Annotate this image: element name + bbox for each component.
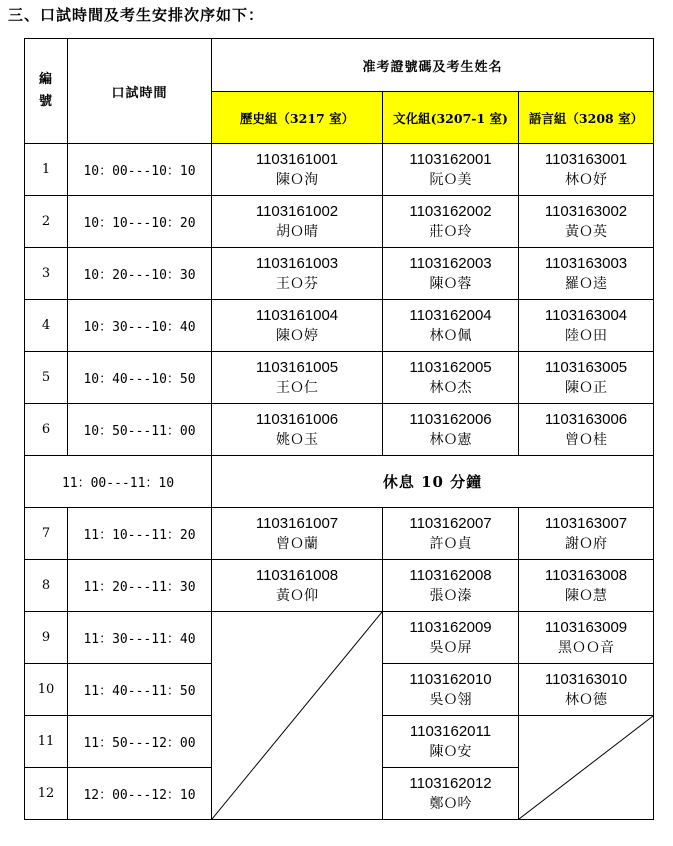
history-cell (212, 196, 383, 248)
table-row (25, 248, 654, 300)
history-empty-cell (212, 612, 383, 820)
history-cell (212, 404, 383, 456)
candidate-name: 陳Ｏ慧 (565, 587, 607, 604)
candidate-name: 黑ＯＯ音 (558, 639, 614, 656)
culture-cell (383, 508, 519, 560)
slot-time: 10：50---11：00 (68, 404, 212, 456)
header-group-culture: 文化組(3207-1 室) (383, 92, 519, 144)
row-number: 7 (25, 508, 68, 560)
culture-cell (383, 352, 519, 404)
candidate-name: 陳Ｏ安 (429, 743, 472, 760)
language-cell (519, 560, 654, 612)
candidate-name: 林Ｏ憲 (429, 431, 472, 448)
exam-number: 1103163010 (544, 670, 628, 688)
candidate-name: 曾Ｏ桂 (565, 431, 607, 448)
exam-number: 1103161002 (255, 202, 339, 220)
exam-number: 1103162004 (409, 306, 492, 324)
exam-number: 1103162010 (409, 670, 492, 688)
exam-number: 1103163006 (544, 410, 628, 428)
header-group-language: 語言組（3208 室） (519, 92, 654, 144)
culture-cell (383, 300, 519, 352)
candidate-name: 許Ｏ貞 (429, 535, 472, 552)
history-cell (212, 508, 383, 560)
exam-number: 1103163007 (544, 514, 628, 532)
culture-cell (383, 248, 519, 300)
table-row (25, 404, 654, 456)
slot-time: 11：40---11：50 (68, 664, 212, 716)
row-number: 5 (25, 352, 68, 404)
history-cell (212, 248, 383, 300)
candidate-name: 林Ｏ佩 (429, 327, 472, 344)
row-number: 6 (25, 404, 68, 456)
history-cell (212, 144, 383, 196)
header-time: 口試時間 (68, 39, 212, 144)
row-number: 9 (25, 612, 68, 664)
table-row (25, 144, 654, 196)
candidate-name: 吳Ｏ屏 (429, 639, 472, 656)
slot-time: 10：00---10：10 (68, 144, 212, 196)
table-row (25, 612, 654, 664)
history-cell (212, 352, 383, 404)
header-group-history: 歷史組（3217 室） (212, 92, 383, 144)
slot-time: 10：30---10：40 (68, 300, 212, 352)
table-row (25, 300, 654, 352)
exam-number: 1103162012 (409, 774, 492, 792)
exam-number: 1103162008 (409, 566, 492, 584)
row-number: 3 (25, 248, 68, 300)
schedule-table (24, 38, 654, 820)
candidate-name: 陳Ｏ正 (565, 379, 607, 396)
slot-time: 10：40---10：50 (68, 352, 212, 404)
table-row (25, 508, 654, 560)
language-cell (519, 508, 654, 560)
candidate-name: 陳Ｏ蓉 (429, 275, 472, 292)
culture-cell (383, 664, 519, 716)
candidate-name: 林Ｏ妤 (565, 171, 607, 188)
row-number: 8 (25, 560, 68, 612)
language-cell (519, 404, 654, 456)
break-label: 休息 10 分鐘 (212, 456, 654, 508)
exam-number: 1103163002 (544, 202, 628, 220)
culture-cell (383, 144, 519, 196)
culture-cell (383, 716, 519, 768)
candidate-name: 王Ｏ芬 (276, 275, 318, 292)
row-number: 11 (25, 716, 68, 768)
language-cell (519, 248, 654, 300)
candidate-name: 陳Ｏ婷 (276, 327, 318, 344)
culture-cell (383, 404, 519, 456)
exam-number: 1103162011 (409, 722, 492, 740)
language-cell (519, 352, 654, 404)
candidate-name: 王Ｏ仁 (276, 379, 318, 396)
candidate-name: 謝Ｏ府 (565, 535, 607, 552)
exam-number: 1103162009 (409, 618, 492, 636)
language-cell (519, 196, 654, 248)
history-cell (212, 560, 383, 612)
candidate-name: 阮Ｏ美 (429, 171, 472, 188)
table-row (25, 196, 654, 248)
exam-number: 1103163003 (544, 254, 628, 272)
table-row (25, 352, 654, 404)
candidate-name: 姚Ｏ玉 (276, 431, 318, 448)
culture-cell (383, 612, 519, 664)
exam-number: 1103162001 (409, 150, 492, 168)
candidate-name: 林Ｏ杰 (429, 379, 472, 396)
exam-number: 1103161005 (255, 358, 339, 376)
language-cell (519, 664, 654, 716)
language-cell (519, 612, 654, 664)
exam-number: 1103161003 (255, 254, 339, 272)
language-empty-cell (519, 716, 654, 820)
candidate-name: 張Ｏ溱 (429, 587, 472, 604)
candidate-name: 林Ｏ德 (565, 691, 607, 708)
exam-number: 1103163004 (544, 306, 628, 324)
section-heading: 三、口試時間及考生安排次序如下： (8, 6, 265, 24)
header-number: 編號 (25, 39, 68, 144)
culture-cell (383, 560, 519, 612)
candidate-name: 胡Ｏ晴 (276, 223, 318, 240)
slot-time: 11：10---11：20 (68, 508, 212, 560)
slot-time: 11：20---11：30 (68, 560, 212, 612)
exam-number: 1103161001 (255, 150, 339, 168)
row-number: 4 (25, 300, 68, 352)
exam-number: 1103161004 (255, 306, 339, 324)
exam-number: 1103163009 (544, 618, 628, 636)
candidate-name: 鄭Ｏ吟 (429, 795, 472, 812)
exam-number: 1103162002 (409, 202, 492, 220)
candidate-name: 莊Ｏ玲 (429, 223, 472, 240)
row-number: 1 (25, 144, 68, 196)
language-cell (519, 300, 654, 352)
exam-number: 1103163008 (544, 566, 628, 584)
row-number: 12 (25, 768, 68, 820)
culture-cell (383, 768, 519, 820)
exam-number: 1103161008 (255, 566, 339, 584)
exam-number: 1103161007 (255, 514, 339, 532)
exam-number: 1103162003 (409, 254, 492, 272)
language-cell (519, 144, 654, 196)
exam-number: 1103162006 (409, 410, 492, 428)
history-cell (212, 300, 383, 352)
break-time: 11：00---11：10 (25, 456, 212, 508)
exam-number: 1103163005 (544, 358, 628, 376)
candidate-name: 黃Ｏ英 (565, 223, 607, 240)
culture-cell (383, 196, 519, 248)
exam-number: 1103163001 (544, 150, 628, 168)
exam-number: 1103161006 (255, 410, 339, 428)
slot-time: 10：10---10：20 (68, 196, 212, 248)
candidate-name: 吳Ｏ翎 (429, 691, 472, 708)
exam-number: 1103162005 (409, 358, 492, 376)
table-row (25, 560, 654, 612)
exam-number: 1103162007 (409, 514, 492, 532)
slot-time: 12：00---12：10 (68, 768, 212, 820)
candidate-name: 羅Ｏ逵 (565, 275, 607, 292)
slot-time: 10：20---10：30 (68, 248, 212, 300)
candidate-name: 陸Ｏ田 (565, 327, 607, 344)
candidate-name: 黃Ｏ仰 (276, 587, 318, 604)
slot-time: 11：30---11：40 (68, 612, 212, 664)
row-number: 10 (25, 664, 68, 716)
row-number: 2 (25, 196, 68, 248)
candidate-name: 曾Ｏ蘭 (276, 535, 318, 552)
header-candidate: 准考證號碼及考生姓名 (212, 39, 654, 92)
candidate-name: 陳Ｏ洵 (276, 171, 318, 188)
slot-time: 11：50---12：00 (68, 716, 212, 768)
